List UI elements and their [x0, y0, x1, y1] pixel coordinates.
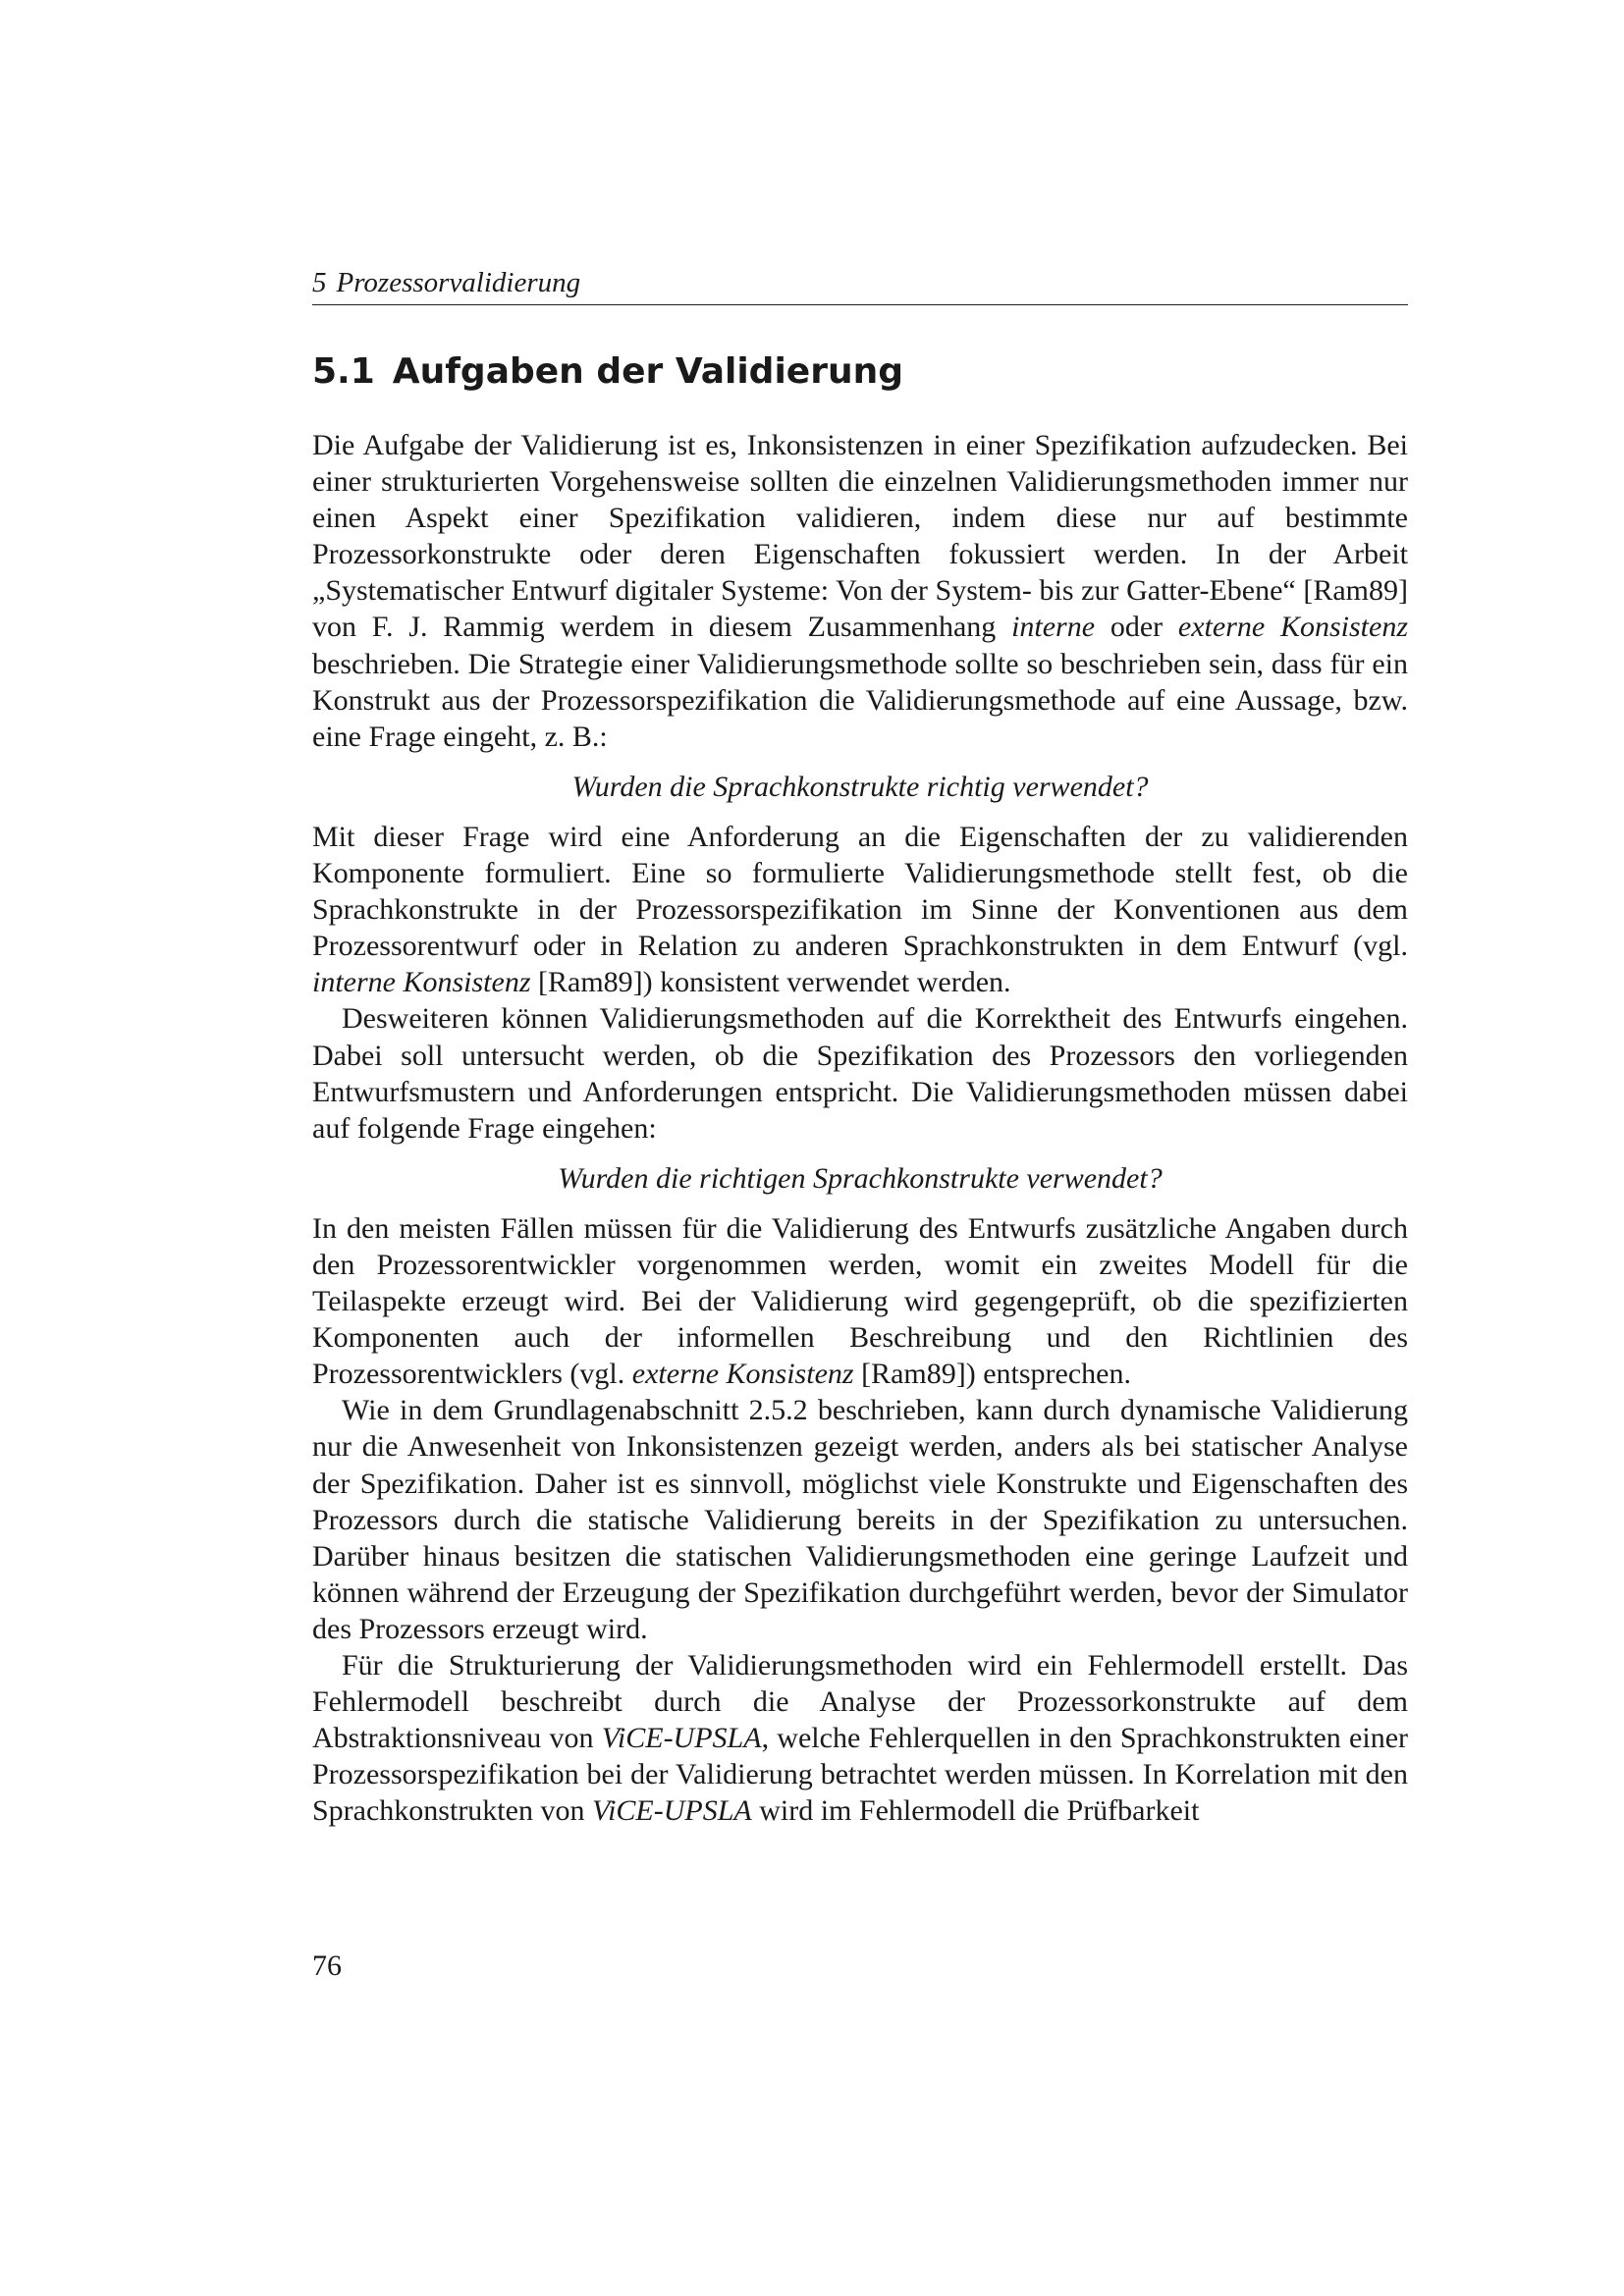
body-text — [312, 427, 1408, 1829]
emphasis: interne Konsistenz — [312, 966, 531, 999]
chapter-title: Prozessorvalidierung — [336, 267, 581, 298]
emphasis: ViCE-UPSLA — [591, 1794, 752, 1828]
centered-question: Wurden die richtigen Sprachkonstrukte verwendet? — [558, 1161, 1163, 1195]
centered-question: Wurden die Sprachkonstrukte richtig verwendet? — [571, 770, 1149, 803]
paragraph: Die Aufgabe der Validierung ist es, Inkonsistenzen in einer Spezifikation aufzudecken. Bei einer strukturierten Vorgehensweise sollten die einzelnen Validierungsmethoden immer nur einen Aspekt einer Spezifikation validieren, indem diese nur auf bestimmte Prozessorkonstrukte oder deren Eigenschaften fokussiert werden. In der Arbeit „Systematischer Entwurf digitaler Systeme: Von der System- bis zur Gatter-Ebene“ [Ram89] von F. J. Rammig werdem in diesem Zusammenhang interne oder externe Konsistenz beschrieben. Die Strategie einer Validierungsmethode sollte so beschrieben sein, dass für ein Konstrukt aus der Prozessorspezifikation die Validierungsmethode auf eine Aussage, bzw. eine Frage eingeht, z. B.: — [312, 429, 1408, 753]
paragraph: Wie in dem Grundlagenabschnitt 2.5.2 beschrieben, kann durch dynamische Validierung nur die Anwesenheit von Inkonsistenzen gezeigt werden, anders als bei statischer Analyse der Spezifikation. Daher ist es sinnvoll, möglichst viele Konstrukte und Eigenschaften des Prozessors durch die statische Validierung bereits in der Spezifikation zu untersuchen. Darüber hinaus besitzen die statischen Validierungsmethoden eine geringe Laufzeit und können während der Erzeugung der Spezifikation durchgeführt werden, bevor der Simulator des Prozessors erzeugt wird. — [312, 1394, 1408, 1645]
section-heading — [312, 348, 903, 396]
chapter-number: 5 — [312, 267, 327, 298]
emphasis: externe Konsistenz — [1177, 611, 1408, 644]
emphasis: ViCE-UPSLA — [601, 1722, 762, 1755]
paragraph: Für die Strukturierung der Validierungsmethoden wird ein Fehlermodell erstellt. Das Fehlermodell beschreibt durch die Analyse der Prozessorkonstrukte auf dem Abstraktionsniveau von ViCE-UPSLA, welche Fehlerquellen in den Sprachkonstrukten einer Prozessorspezifikation bei der Validierung betrachtet werden müssen. In Korrelation mit den Sprachkonstrukten von ViCE-UPSLA wird im Fehlermodell die Prüfbarkeit — [312, 1649, 1409, 1828]
page-number: 76 — [312, 1949, 342, 1982]
paragraph: In den meisten Fällen müssen für die Validierung des Entwurfs zusätzliche Angaben durch den Prozessorentwickler vorgenommen werden, womit ein zweites Modell für die Teilaspekte erzeugt wird. Bei der Validierung wird gegengeprüft, ob die spezifizierten Komponenten auch der informellen Beschreibung und den Richtlinien des Prozessorentwicklers (vgl. externe Konsistenz [Ram89]) entsprechen. — [312, 1211, 1408, 1391]
paragraph: Desweiteren können Validierungsmethoden auf die Korrektheit des Entwurfs eingehen. Dabei soll untersucht werden, ob die Spezifikation des Prozessors den vorliegenden Entwurfsmustern und Anforderungen entspricht. Die Validierungsmethoden müssen dabei auf folgende Frage eingehen: — [312, 1002, 1408, 1145]
paragraph: Mit dieser Frage wird eine Anforderung an die Eigenschaften der zu validierenden Komponente formuliert. Eine so formulierte Validierungsmethode stellt fest, ob die Sprachkonstrukte in der Prozessorspezifikation im Sinne der Konventionen aus dem Prozessorentwurf oder in Relation zu anderen Sprachkonstrukten in dem Entwurf (vgl. interne Konsistenz [Ram89]) konsistent verwendet werden. — [312, 820, 1408, 999]
running-head — [312, 265, 1408, 305]
emphasis: interne — [1011, 611, 1096, 644]
emphasis: externe Konsistenz — [631, 1358, 854, 1391]
section-number: 5.1 — [312, 351, 375, 392]
section-title: Aufgaben der Validierung — [392, 351, 903, 392]
